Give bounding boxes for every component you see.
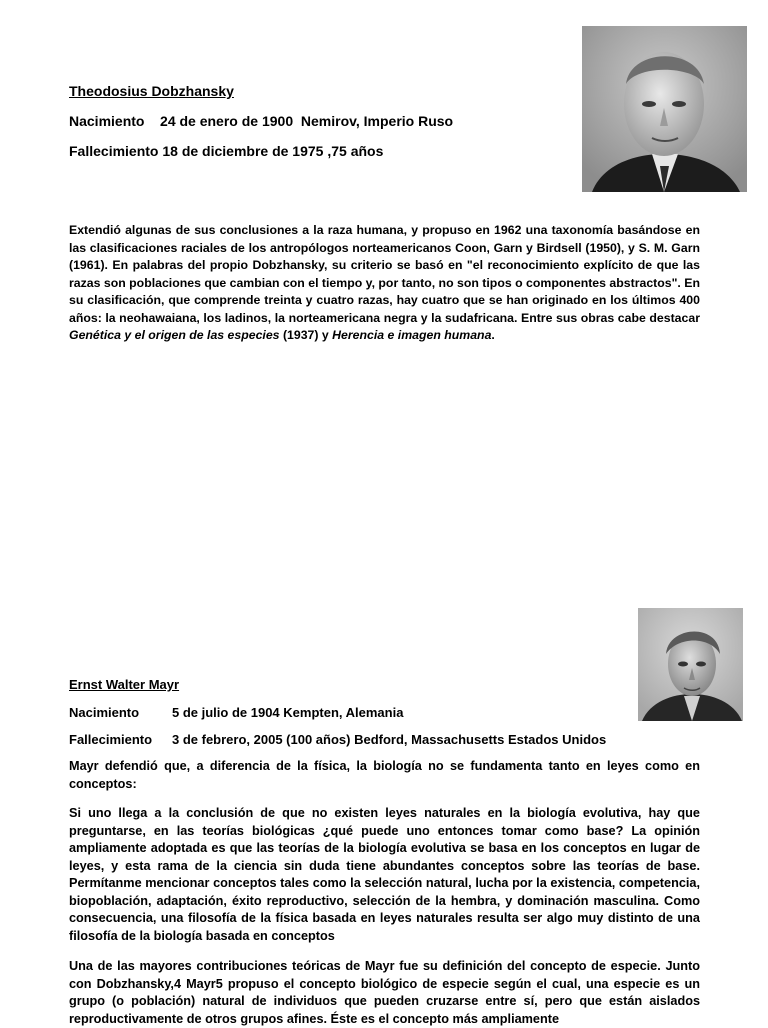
person2-birth: [69, 705, 403, 720]
person2-death-value: 3 de febrero, 2005 (100 años) Bedford, Massachusetts Estados Unidos: [172, 732, 607, 747]
person2-para1: Mayr defendió que, a diferencia de la física, la biología no se fundamenta tanto en leyes como en conceptos:: [69, 759, 700, 791]
person1-birth-label: Nacimiento: [69, 113, 145, 129]
portrait-mayr: [638, 608, 743, 721]
portrait-dobzhansky-image: [582, 26, 747, 192]
person1-birth-value: 24 de enero de 1900 Nemirov, Imperio Ruso: [160, 113, 454, 129]
person1-paragraph-end: .: [491, 328, 495, 342]
person1-death-value: 18 de diciembre de 1975 ,75 años: [162, 143, 384, 159]
person1-death-label: Fallecimiento: [69, 143, 159, 159]
person1-book1-year: (1937) y: [279, 328, 333, 342]
person1-death: [69, 143, 383, 159]
person2-name: Ernst Walter Mayr: [69, 677, 180, 692]
person1-paragraph: [69, 222, 700, 345]
person1-birth: [69, 113, 453, 129]
portrait-mayr-image: [638, 608, 743, 721]
person1-paragraph-text: Extendió algunas de sus conclusiones a la raza humana, y propuso en 1962 una taxonomía basándose en las clasificaciones raciales de los antropólogos norteamericanos Coon, Garn y Birdsell (1950), y S. M. Garn (1961). En palabras del propio Dobzhansky, su criterio se basó en "el reconocimiento explícito de que las razas son poblaciones que cambian con el tiempo y, por tanto, no son tipos o componentes abstractos". En su clasificación, que comprende treinta y cuatro razas, hay cuatro que se han originado en los últimos 400 años: la neohawaiana, los ladinos, la norteamericana negra y la sudafricana. Entre sus obras cabe destacar: [69, 223, 700, 325]
person2-para3: Una de las mayores contribuciones teóricas de Mayr fue su definición del concepto de especie. Junto con Dobzhansky,4 Mayr5 propuso el concepto biológico de especie según el cual, una especie es un grupo (o población) natural de individuos que pueden cruzarse entre sí, pero que están aislados reproductivamente de otros grupos afines. Éste es el concepto más ampliamente: [69, 959, 700, 1026]
person1-book2: Herencia e imagen humana: [332, 328, 492, 342]
person2-birth-label: Nacimiento: [69, 705, 140, 720]
person2-birth-value: 5 de julio de 1904 Kempten, Alemania: [172, 705, 404, 720]
person2-death-label: Fallecimiento: [69, 732, 153, 747]
person1-book1: Genética y el origen de las especies: [69, 328, 280, 342]
person2-death: [69, 732, 606, 747]
person1-name: Theodosius Dobzhansky: [69, 83, 234, 99]
person2-para2: Si uno llega a la conclusión de que no existen leyes naturales en la biología evolutiva, hay que preguntarse, en las teorías biológicas ¿qué puede uno entonces tomar como base? La opinión ampliamente adoptada es que las teorías de la biología evolutiva se basa en los conceptos en lugar de leyes, y esta rama de la ciencia sin duda tiene abundantes conceptos sobre las teorías de base. Permítanme mencionar conceptos tales como la selección natural, lucha por la existencia, competencia, biopoblación, adaptación, éxito reproductivo, selección de la hembra, y dominación masculina. Como consecuencia, una filosofía de la física basada en leyes naturales resulta ser algo muy distinto de una filosofía de la biología basada en conceptos: [69, 806, 700, 943]
portrait-dobzhansky: [582, 26, 747, 192]
